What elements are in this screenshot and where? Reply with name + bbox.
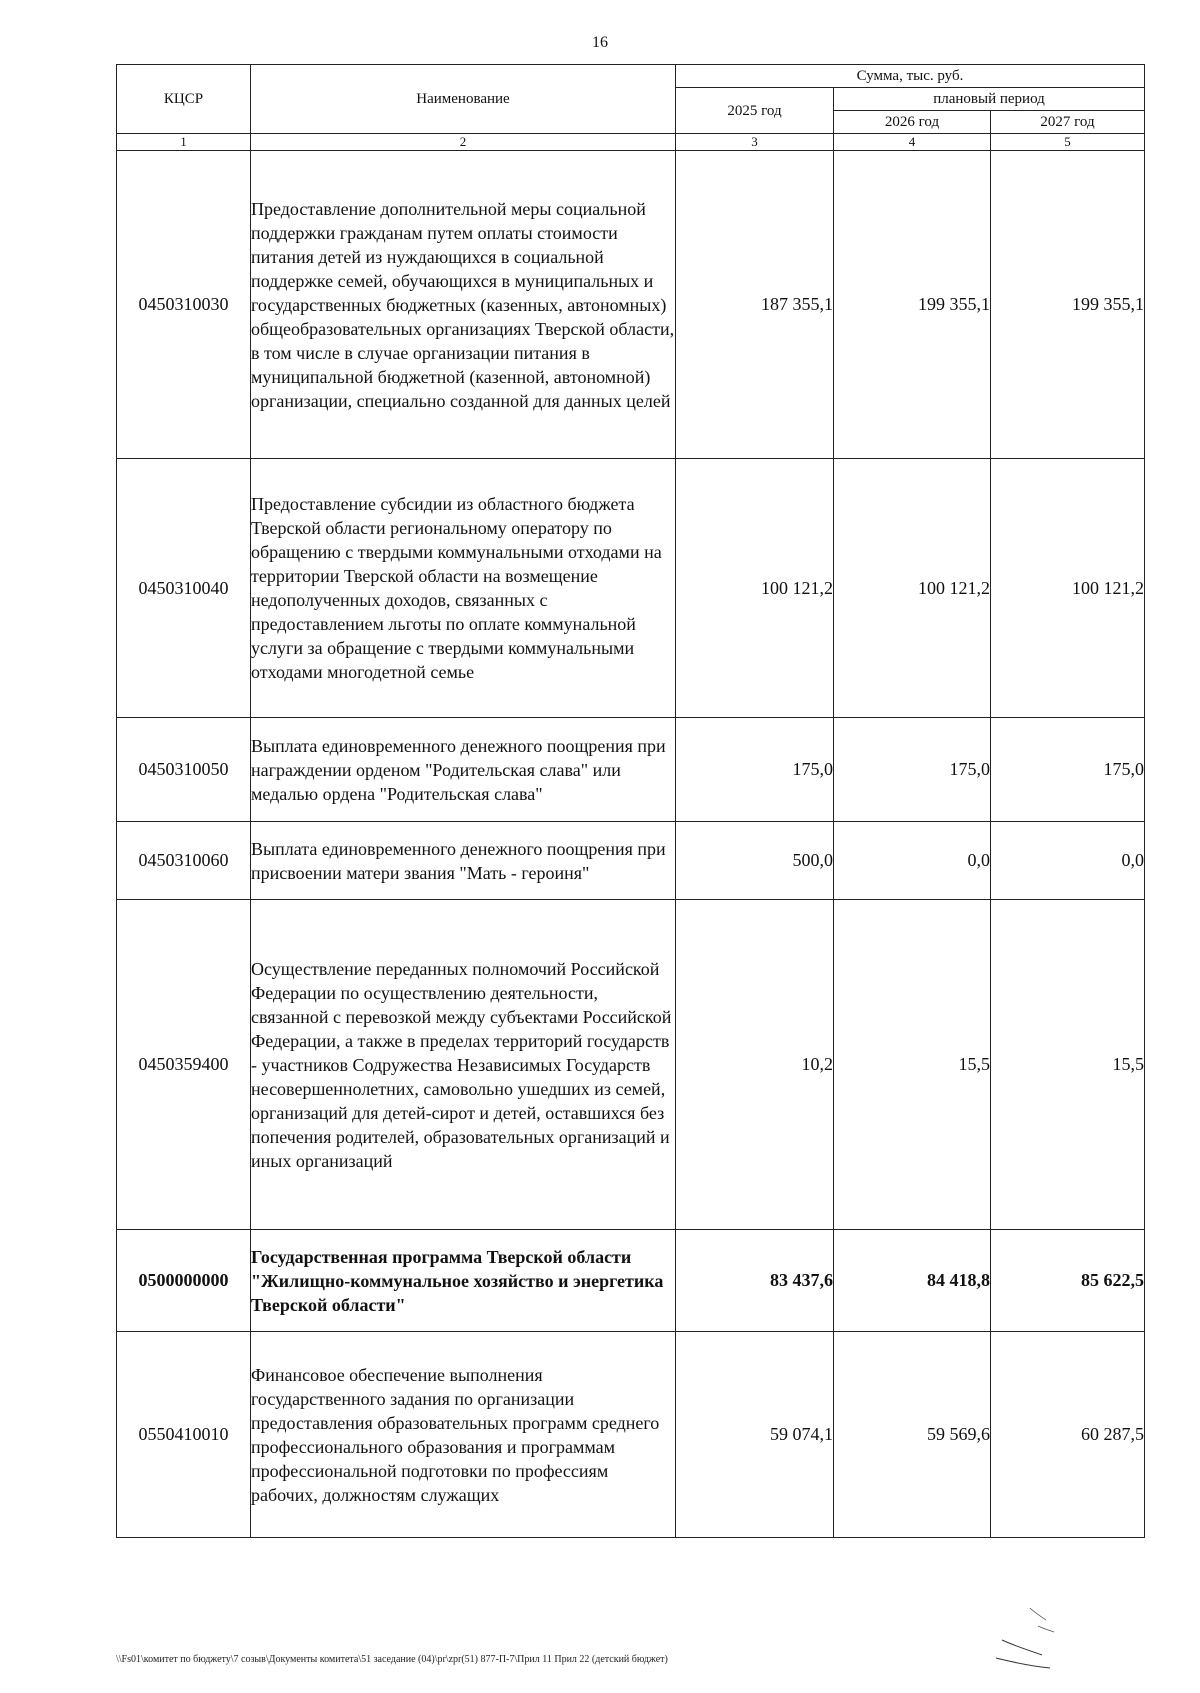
table-row [117, 151, 1145, 459]
row-code: 0450310060 [117, 822, 251, 900]
row-value-2025: 175,0 [676, 718, 834, 822]
row-value-2025: 500,0 [676, 822, 834, 900]
row-value-2026: 84 418,8 [834, 1230, 991, 1332]
row-code: 0450310030 [117, 151, 251, 459]
row-value-2026: 15,5 [834, 900, 991, 1230]
row-name: Выплата единовременного денежного поощрения при присвоении матери звания "Мать - героиня" [251, 822, 676, 900]
row-value-2026: 59 569,6 [834, 1332, 991, 1538]
signature-scribble [990, 1600, 1080, 1670]
row-value-2027: 15,5 [991, 900, 1145, 1230]
row-value-2025: 59 074,1 [676, 1332, 834, 1538]
page-number: 16 [592, 34, 608, 51]
header-2027: 2027 год [991, 111, 1145, 134]
table-row [117, 1230, 1145, 1332]
row-value-2027: 60 287,5 [991, 1332, 1145, 1538]
row-value-2026: 175,0 [834, 718, 991, 822]
header-2025: 2025 год [676, 88, 834, 134]
header-plan-period: плановый период [834, 88, 1145, 111]
header-name: Наименование [251, 65, 676, 134]
header-code: КЦСР [117, 65, 251, 134]
row-code: 0450310040 [117, 459, 251, 718]
row-name: Осуществление переданных полномочий Российской Федерации по осуществлению деятельности, связанной с перевозкой между субъектами Российской Федерации, а также в пределах территорий государств - участников Содружества Независимых Государств несовершеннолетних, самовольно ушедших из семей, организаций для детей-сирот и детей, оставшихся без попечения родителей, образовательных организаций и иных организаций [251, 900, 676, 1230]
row-code: 0550410010 [117, 1332, 251, 1538]
row-value-2025: 10,2 [676, 900, 834, 1230]
row-value-2027: 199 355,1 [991, 151, 1145, 459]
row-code: 0450359400 [117, 900, 251, 1230]
row-code: 0450310050 [117, 718, 251, 822]
budget-table [116, 64, 1145, 1538]
table-row [117, 718, 1145, 822]
row-value-2026: 199 355,1 [834, 151, 991, 459]
row-value-2026: 100 121,2 [834, 459, 991, 718]
row-name: Предоставление дополнительной меры социальной поддержки гражданам путем оплаты стоимости питания детей из нуждающихся в социальной поддержке семей, обучающихся в муниципальных и государственных бюджетных (казенных, автономных) общеобразовательных организациях Тверской области, в том числе в случае организации питания в муниципальной бюджетной (казенной, автономной) организации, специально созданной для данных целей [251, 151, 676, 459]
row-value-2025: 83 437,6 [676, 1230, 834, 1332]
row-value-2025: 187 355,1 [676, 151, 834, 459]
column-number: 5 [991, 134, 1145, 151]
row-name: Выплата единовременного денежного поощрения при награждении орденом "Родительская слава" или медалью ордена "Родительская слава" [251, 718, 676, 822]
header-2026: 2026 год [834, 111, 991, 134]
column-number: 2 [251, 134, 676, 151]
column-number: 3 [676, 134, 834, 151]
column-number: 4 [834, 134, 991, 151]
row-value-2025: 100 121,2 [676, 459, 834, 718]
row-value-2027: 0,0 [991, 822, 1145, 900]
row-name: Предоставление субсидии из областного бюджета Тверской области региональному оператору по обращению с твердыми коммунальными отходами на территории Тверской области на возмещение недополученных доходов, связанных с предоставлением льготы по оплате коммунальной услуги за обращение с твердыми коммунальными отходами многодетной семье [251, 459, 676, 718]
table-row [117, 900, 1145, 1230]
column-number: 1 [117, 134, 251, 151]
table-row [117, 459, 1145, 718]
row-name: Финансовое обеспечение выполнения государственного задания по организации предоставления образовательных программ среднего профессионального образования и программам профессиональной подготовки по профессиям рабочих, должностям служащих [251, 1332, 676, 1538]
row-value-2026: 0,0 [834, 822, 991, 900]
footer-file-path: \\Fs01\комитет по бюджету\7 созыв\Документы комитета\51 заседание (04)\pr\zpr(51) 877-П-7\Прил 11 Прил 22 (детский бюджет) [116, 1654, 668, 1665]
row-value-2027: 100 121,2 [991, 459, 1145, 718]
row-code: 0500000000 [117, 1230, 251, 1332]
table-row [117, 1332, 1145, 1538]
row-name: Государственная программа Тверской области "Жилищно-коммунальное хозяйство и энергетика Тверской области" [251, 1230, 676, 1332]
row-value-2027: 175,0 [991, 718, 1145, 822]
header-sum: Сумма, тыс. руб. [676, 65, 1145, 88]
row-value-2027: 85 622,5 [991, 1230, 1145, 1332]
table-row [117, 822, 1145, 900]
